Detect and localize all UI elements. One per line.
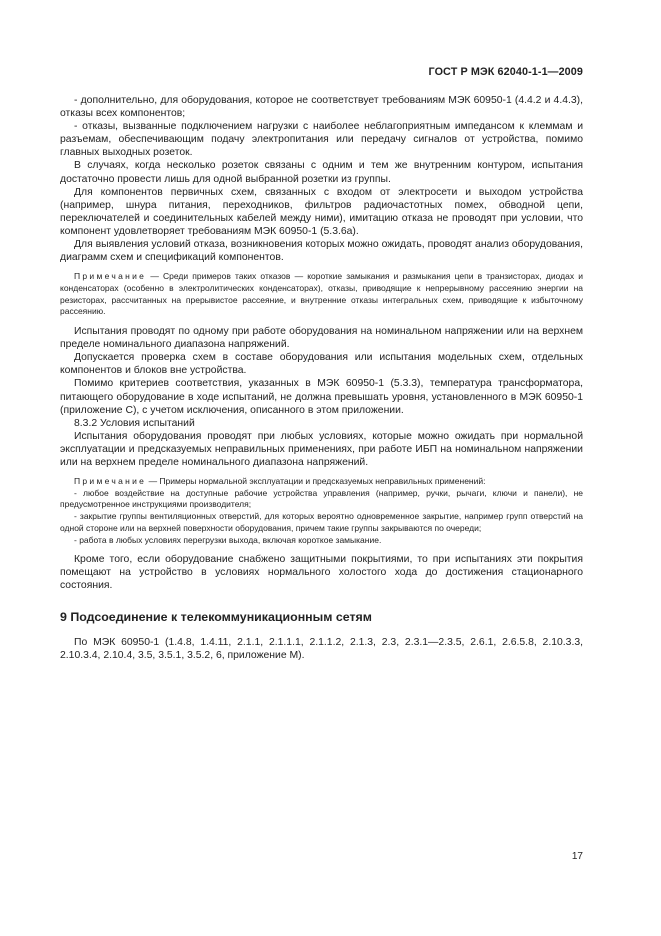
note-normal-use-examples [60,476,583,488]
document-body [60,94,583,662]
note-list-item: - любое воздействие на доступные рабочие устройства управления (например, ручки, рычаги, ключи и панели), не предусмотренное инструкциями производителя; [60,487,583,510]
paragraph-sockets-group: В случаях, когда несколько розеток связаны с одним и тем же внутренним контуром, испытания достаточно провести лишь для одной выбранной розетки из группы. [60,160,583,185]
paragraph-model-circuits: Допускается проверка схем в составе оборудования или испытания модельных схем, отдельных компонентов и блоков вне устройства. [60,352,583,377]
note-text: — Примеры нормальной эксплуатации и предсказуемых неправильных применений: [146,476,486,487]
paragraph-load-failures: - отказы, вызванные подключением нагрузки с наиболее неблагоприятным импедансом к клеммам и разъемам, обеспечивающим подачу электропитания или передачу сигналов от устройства, помимо главных выходных розеток. [60,121,583,159]
paragraph-test-voltage: Испытания проводят по одному при работе оборудования на номинальном напряжении или на верхнем пределе номинального диапазона напряжений. [60,326,583,351]
paragraph-additional-failures: - дополнительно, для оборудования, которое не соответствует требованиям МЭК 60950-1 (4.4.2 и 4.4.3), отказы всех компонентов; [60,95,583,120]
note-list-item: - закрытие группы вентиляционных отверстий, для которых вероятно одновременное закрытие, например групп отверстий на одной стороне или на верхней поверхности оборудования, причем такие группы закрываются по очереди; [60,511,583,533]
note-text: — Среди примеров таких отказов — короткие замыкания и размыкания цепи в транзисторах, диодах и конденсаторах (особенно в электролитических конденсаторах), отказы, приводящие к непрерывному рассеянию энергии на резисторах, рассчитанных на прерывистое рассеяние, и внутренние отказы интегральных схем, приводящие к избыточному рассеянию. [60,271,583,317]
note-failure-examples [60,271,583,318]
paragraph-protective-coatings: Кроме того, если оборудование снабжено защитными покрытиями, то при испытаниях эти покрытия помещают на устройство в условиях нормального холостого хода до достижения стационарного состояния. [60,554,583,592]
paragraph-transformer-temperature: Помимо критериев соответствия, указанных в МЭК 60950-1 (5.3.3), температура трансформатора, питающего оборудование в ходе испытаний, не должна превышать уровня, установленного в МЭК 60950-1 (приложение С), с учетом исключения, описанного в этом приложении. [60,378,583,416]
section-heading-9: 9 Подсоединение к телекоммуникационным сетям [60,609,372,624]
note-list-item: - работа в любых условиях перегрузки выхода, включая короткое замыкание. [74,534,382,545]
standard-code-header: ГОСТ Р МЭК 62040-1-1—2009 [428,66,583,78]
paragraph-primary-circuits: Для компонентов первичных схем, связанных с входом от электросети и выходом устройства (например, шнура питания, переходников, фильтров радиочастотных помех, обводной цепи, переключателей и соединительных кабелей между ними), имитацию отказа не проводят при условии, что компонент удовлетворяет требованиям МЭК 60950-1 (5.3.6а). [60,186,583,237]
paragraph-test-conditions: Испытания оборудования проводят при любых условиях, которые можно ожидать при нормальной эксплуатации и предсказуемых неправильных применениях, при работе ИБП на номинальном напряжении или на верхнем пределе номинального диапазона напряжений. [60,430,583,468]
paragraph-failure-analysis: Для выявления условий отказа, возникновения которых можно ожидать, проводят анализ оборудования, диаграмм схем и спецификаций компонентов. [60,239,583,264]
note-label: Примечание [74,476,147,487]
subsection-title-8-3-2: 8.3.2 Условия испытаний [74,417,195,429]
note-label: Примечание [74,271,147,282]
page-number: 17 [571,851,583,862]
paragraph-iec-references: По МЭК 60950-1 (1.4.8, 1.4.11, 2.1.1, 2.1.1.1, 2.1.1.2, 2.1.3, 2.3, 2.3.1—2.3.5, 2.6.1, 2.6.5.8, 2.10.3.3, 2.10.3.4, 2.10.4, 3.5, 3.5.1, 3.5.2, 6, приложение М). [60,636,583,661]
